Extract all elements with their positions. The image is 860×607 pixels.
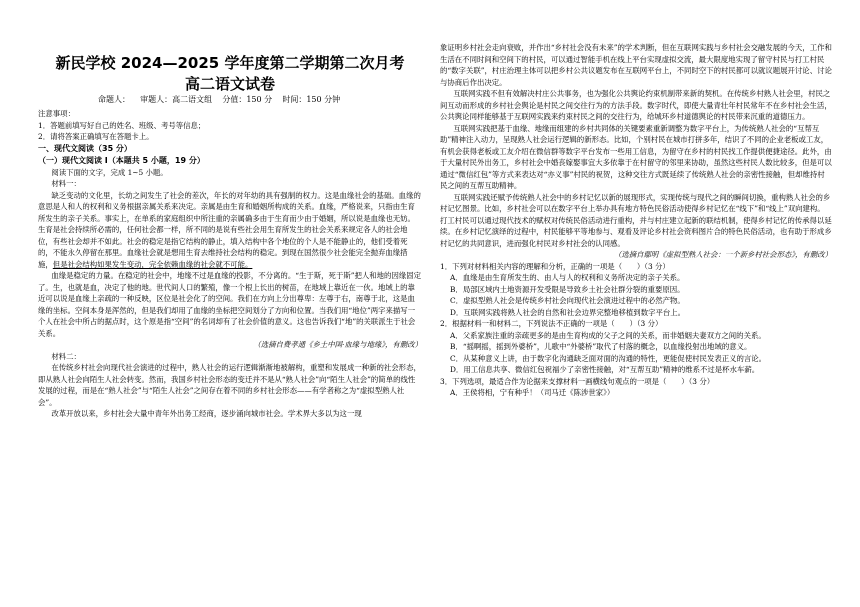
material1-para1 <box>38 190 422 271</box>
material1-source: （选摘自费孝通《乡土中国·血缘与地缘》，有删改） <box>253 340 422 349</box>
material2-para2-cont: 象证明乡村社会走向衰败，并作出“乡村社会没有未来”的学术判断，但在互联网实践与乡村社会交融发展的今天，工作和生活在不同时间和空间下的村民，可以通过智能手机在线上平台实现虚拟交流，最大限度地实现了留守村民与打工村民的“数字关联”，村庄治理主体可以把乡村公共议题发布在互联网平台上，不同时空下的村民都可以就议题展开讨论、讨论与协商后作出决定。 <box>440 43 832 87</box>
material2-para4: 互联网实践把基于血缘、地缘而组建的乡村共同体的关键要素重新调整为数字平台上，为传统熟人社会的“互帮互助”精神注入动力，呈现熟人社会运行逻辑的新形态。比如，个别村民在城市打拼多年，结识了不同的企业老板或工友，有机会获得老板或工友介绍在微信群等数字平台发布一些用工信息，为留守在乡村的村民找工作提供便捷途径。此外，由于大量村民外出务工，乡村社会中婚丧嫁娶事宜大多依靠于在村留守的邻里来协助，虽然这些村民人数比较多，但是可以通过“微信红包”等方式来表达对“亦义事”村民的祝贺，这种交往方式既延续了传统熟人社会的亲密性接触，但却维持村民之间的互帮互助精神。 <box>440 123 832 190</box>
question-1: 1．下列对材料相关内容的理解和分析，正确的一项是（ ）（3 分） <box>440 261 670 271</box>
material2-para3: 互联网实践不但有效解决村庄公共事务，也为强化公共舆论约束机制带来新的契机。在传统乡村熟人社会里，村民之间互动而形成的乡村社会舆论是村民之间交往行为的方法手段。数字时代，即使大量青壮年村民常年不在乡村社会生活，公共舆论同样能够基于互联网实践来约束村民之间的交往行为，给城环乡村道德舆论的村民带来沉重的道德压力。 <box>440 89 832 121</box>
material-label: 材料一： <box>51 179 81 188</box>
notice-label: 注意事项： <box>38 109 75 118</box>
material-label: 材料二： <box>51 351 81 361</box>
q1-option-c: C．虚拟型熟人社会是传统乡村社会向现代社会演进过程中的必然产物。 <box>450 296 685 305</box>
subsection-heading: （一）现代文阅读 I（本题共 5 小题，19 分） <box>38 155 205 165</box>
right-column <box>440 42 832 399</box>
exam-meta: 命题人： 审题人：高二语文组 分值：150 分 时间：150 分钟 <box>98 95 341 104</box>
q3-option-a: A．王侯将相，宁有种乎！（司马迁《陈涉世家》） <box>450 388 615 397</box>
material2-para1: 在传统乡村社会向现代社会演进的过程中，熟人社会的运行逻辑渐渐地被解构，重塑和发展成一种新的社会形态，即从熟人社会向陌生人社会转变。然而，我国乡村社会形态的变迁并不是从“熟人社会”向“陌生人社会”的简单的线性发展的过程，而是在“熟人社会”与“陌生人社会”之间存在着不同的乡村社会形态——有学者称之为“虚拟型熟人社会”。 <box>38 363 421 407</box>
q2-option-c: C．从某种意义上讲，由于数字化沟通缺乏面对面的沟通的特性，更能促使村民发表正义的言论。 <box>450 353 767 363</box>
question-2: 2．根据材料一和材料二，下列说法不正确的一项是（ ）（3 分） <box>440 319 663 328</box>
exam-subtitle: 高二语文试卷 <box>184 75 275 93</box>
q2-option-b: B．“摇啊摇，摇到外婆桥”，儿歌中“外婆桥”取代了村落的概念，以血缘投射出地域的意义。 <box>450 342 752 351</box>
instructions: 阅读下面的文字，完成 1~5 小题。 <box>51 167 168 177</box>
material1-para2: 血缘是稳定的力量。在稳定的社会中，地缘不过是血缘的投影，不分离的。“生于斯，死于斯”把人和地的因缘固定了。生，也就是血，决定了他的地。世代间人口的繁殖，像一个根上长出的树苗，在地域上靠近在一伙。地域上的靠近可以说是血缘上亲疏的一种反映，区位是社会化了的空间。我们在方向上分出尊卑：左尊于右，南尊于北，这是血缘的坐标。空间本身是浑然的，但是我们却用了血缘的坐标把空间划分了方向和位置。当我们用“地位”两字来描写一个人在社会中所占的据点时，这个原是指“空间”的名词却有了社会价值的意义。这也告诉我们“地”的关联派生于社会关系。 <box>38 271 422 338</box>
section-heading: 一、现代文阅读（35 分） <box>38 143 132 153</box>
notice-item: 1．答题前填写好自己的姓名、班级、考号等信息； <box>38 120 206 130</box>
material2-source: （选摘自鄢明《虚拟型熟人社会：一个新乡村社会形态》，有删改） <box>613 250 832 259</box>
notice-block <box>38 108 422 420</box>
q2-option-a: A．父系家族注重的亲疏更多的是由生育构成的父子之间的关系，而非婚姻夫妻双方之间的关系。 <box>450 330 766 340</box>
para-text: 缺乏变动的文化里，长幼之间发生了社会的差次，年长的对年幼的具有强制的权力。这是血缘社会的基础。血缘的意思是人和人的权利和义务根据亲属关系来决定。亲属是由生育和婚姻所构成的关系。血缘，严格说来，只指由生育所发生的亲子关系。事实上，在单系的家庭组织中所注重的亲属确多由于生育而少由于婚姻，所以说是血缘也无妨。生育是社会持续所必需的，任何社会都一样，所不同的是说有些社会用生育所发生的社会关系来规定各人的社会地位，有些社会却并不如此。社会的稳定是指它结构的静止，填入结构中各个地位的个人是不能静止的，他们受着死的，不能永久停留在那里。血缘社会就是想用生育去维持社会结构的稳定。到现在国然很少社会能完全抛弃血缘措施， <box>38 190 421 269</box>
exam-title: 新民学校 2024—2025 学年度第二学期第二次月考 <box>55 54 405 72</box>
q2-option-d: D．用工信息共享、微信红包祝福少了亲密性接触，对“互帮互助”精神的维系不过是杯水车薪。 <box>450 365 760 374</box>
question-3: 3．下列选项，最适合作为论据来支撑材料一画横线句观点的一项是（ ）（3 分） <box>440 376 715 386</box>
material2-para5: 互联网实践还赋予传统熟人社会中的乡村记忆以新的展现形式，实现传统与现代之间的瞬间切换，重构熟人社会的乡村记忆图景。比如，乡村社会可以在数字平台上举办具有地方特色民俗活动使得乡村记忆在“线下”和“线上”双向建构。打工村民可以通过现代技术的赋权对传统民俗活动进行重构，并与村庄建立起新的联结机制，使得乡村记忆的传承得以延续。在乡村记忆演绎的过程中，村民能够平等地参与、观看及评论乡村社会资料图片合的特色民俗活动，也有助于形成乡村记忆的共同意识，进而强化村民对乡村社会的认同感。 <box>440 192 832 248</box>
q1-option-d: D．互联网实践将熟人社会的自然和社会边界完整地移植到数字平台上。 <box>450 307 686 317</box>
q1-option-a: A．血缘是由生育所发生的、由人与人的权利和义务所决定的亲子关系。 <box>450 273 685 282</box>
material2-para2: 改革开放以来，乡村社会大量中青年外出务工经商，逐步涌向城市社会。学术界大多以为这一现 <box>51 409 362 418</box>
q1-option-b: B．局部区域内土地资源开发受限是导致乡土社会社群分裂的重要原因。 <box>450 284 685 294</box>
underlined-sentence: 但是社会结构如果发生变动，完全依赖血缘的社会就不可能。 <box>52 259 253 269</box>
notice-item: 2．请将答案正确填写在答题卡上。 <box>38 132 154 141</box>
